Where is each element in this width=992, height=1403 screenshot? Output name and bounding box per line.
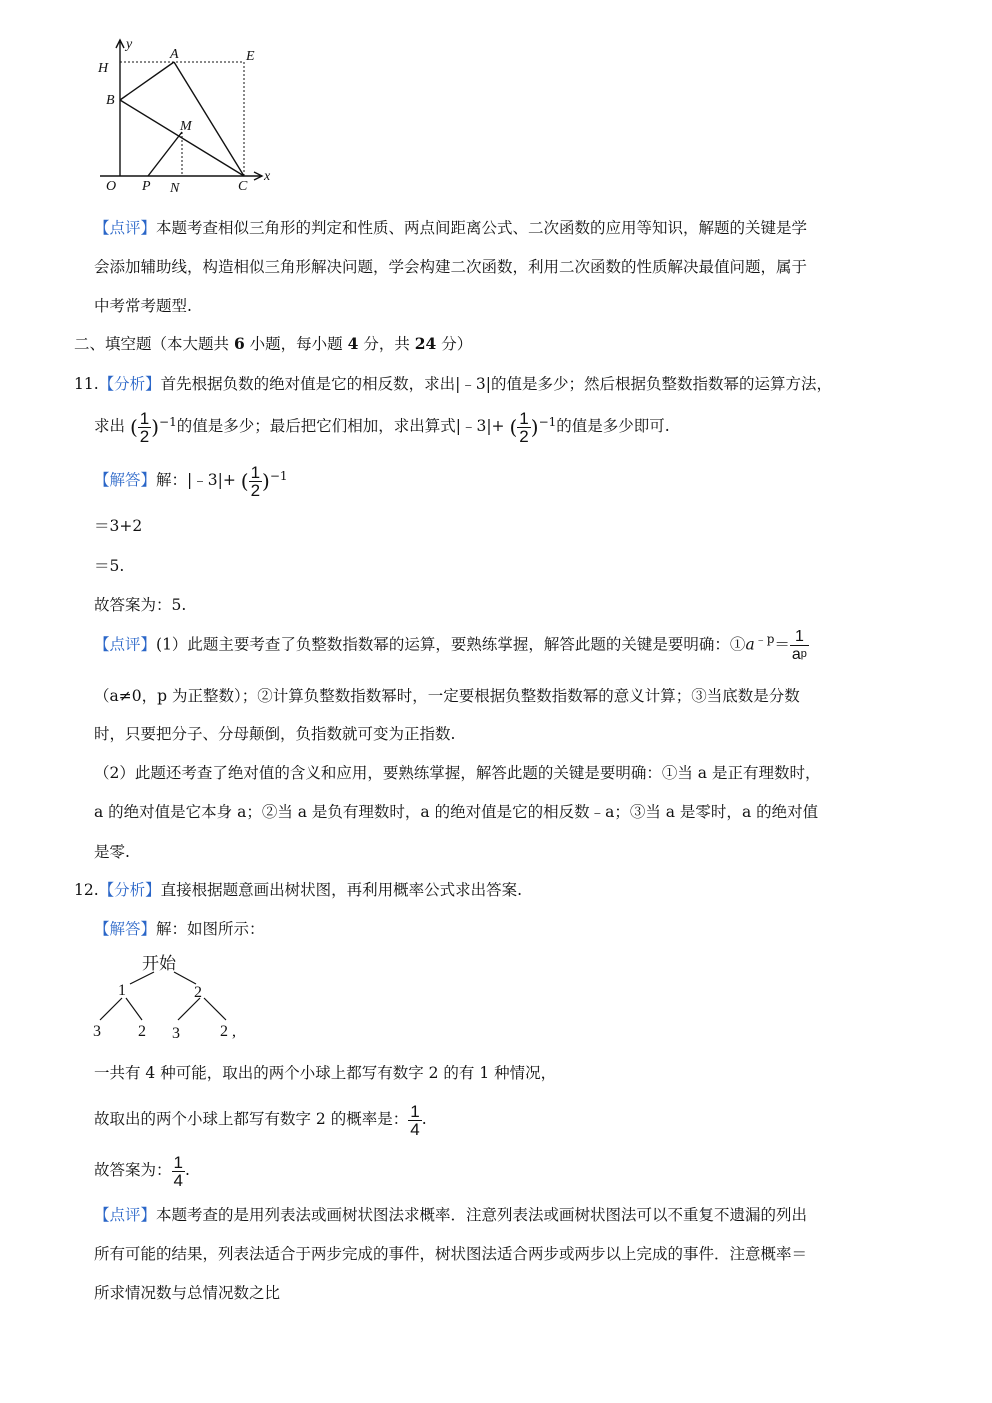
q11-review-line1: 【点评】(1）此题主要考查了负整数指数幂的运算，要熟练掌握，解答此题的关键是要明确：$①a^{﹣p}=$ $\frac{1}{a^p}$ xyxy=(94,628,807,663)
fraction-half: $\frac{1}{2}$ xyxy=(519,408,529,446)
q11-step2: ＝5. xyxy=(94,557,125,575)
label-C: C xyxy=(238,179,248,194)
q11-number: 11. xyxy=(74,375,99,393)
label-N: N xyxy=(170,181,180,196)
q11-review-line2: （a≠0，p 为正整数）；②计算负整数指数幂时，一定要根据负整数指数幂的意义计算；③当底数是分数 xyxy=(94,687,800,705)
label-B: B xyxy=(106,93,115,108)
label-A: A xyxy=(170,47,179,62)
q12-statement1: 一共有 4 种可能，取出的两个小球上都写有数字 2 的有 1 种情况， xyxy=(94,1064,557,1082)
q11-analysis-line1: 11.【分析】首先根据负数的绝对值是它的相反数，求出|﹣3|的值是多少；然后根据负整数指数幂的运算方法， xyxy=(74,375,832,393)
geometry-figure xyxy=(90,34,290,199)
q12-review-line1: 【点评】本题考查的是用列表法或画树状图法求概率．注意列表法或画树状图法可以不重复不遗漏的列出 xyxy=(94,1206,808,1224)
tree-root: 开始 xyxy=(142,954,176,973)
review10-line1: 【点评】本题考查相似三角形的判定和性质、两点间距离公式、二次函数的应用等知识，解题的关键是学 xyxy=(94,219,808,237)
q11-final: 故答案为：5. xyxy=(94,596,187,614)
q12-statement2: 故取出的两个小球上都写有数字 2 的概率是： $\frac{1}{4}$ . xyxy=(94,1101,427,1139)
label-O: O xyxy=(106,179,117,194)
tree-leaf: 2 xyxy=(138,1023,146,1040)
fraction-half: $\frac{1}{2}$ xyxy=(139,408,150,446)
q11-review-line5: a 的绝对值是它本身 a；②当 a 是负有理数时，a 的绝对值是它的相反数﹣a；③当 a 是零时，a 的绝对值 xyxy=(94,803,819,821)
review10-line2: 会添加辅助线，构造相似三角形解决问题，学会构建二次函数，利用二次函数的性质解决最值问题，属于 xyxy=(94,258,808,276)
q12-review-line2: 所有可能的结果，列表法适合于两步完成的事件，树状图法适合两步或两步以上完成的事件．注意概率＝ xyxy=(94,1245,808,1263)
tree-node-1: 1 xyxy=(118,982,126,999)
q12-final: 故答案为： $\frac{1}{4}$ . xyxy=(94,1152,190,1190)
review-tag: 【点评】 xyxy=(94,219,157,237)
tree-comma: , xyxy=(232,1023,236,1040)
tree-node-2: 2 xyxy=(194,984,202,1001)
fraction-one-over-a-p: $\frac{1}{a^p}$ xyxy=(791,628,807,663)
q11-step1: ＝3+2 xyxy=(94,517,143,535)
fraction-quarter: $\frac{1}{4}$ xyxy=(410,1101,420,1139)
q11-analysis-line2: 求出 ( $\frac{1}{2}$ )$^{-1}$的值是多少；最后把它们相加，求出算式|﹣3|+ ( $\frac{1}{2}$ )$^{-1}$的值是多少即可. xyxy=(94,408,670,446)
q12-number: 12. xyxy=(74,881,99,899)
section-header: 二、填空题（本大题共 6 小题，每小题 4 分，共 24 分） xyxy=(74,334,473,353)
q11-review-line6: 是零. xyxy=(94,843,130,861)
label-y: y xyxy=(126,37,133,52)
review10-line3: 中考常考题型. xyxy=(94,297,192,315)
q11-review-line3: 时，只要把分子、分母颠倒，负指数就可变为正指数. xyxy=(94,725,456,743)
tree-leaf: 2 xyxy=(220,1023,228,1040)
q11-answer-line: 【解答】解：|﹣3|+ ( $\frac{1}{2}$ )$^{-1}$ xyxy=(94,462,288,500)
fraction-half: $\frac{1}{2}$ xyxy=(250,462,261,500)
label-H: H xyxy=(98,61,109,76)
tree-diagram xyxy=(90,950,260,1042)
label-E: E xyxy=(246,49,255,64)
q12-review-line3: 所求情况数与总情况数之比 xyxy=(94,1284,281,1302)
tree-leaf: 3 xyxy=(172,1025,180,1042)
fraction-quarter: $\frac{1}{4}$ xyxy=(173,1152,183,1190)
q12-answer: 【解答】解：如图所示： xyxy=(94,920,265,938)
label-P: P xyxy=(142,179,151,194)
label-M: M xyxy=(180,119,192,134)
q12-analysis: 12.【分析】直接根据题意画出树状图，再利用概率公式求出答案. xyxy=(74,881,523,899)
label-x: x xyxy=(264,169,271,184)
q11-review-line4: （2）此题还考查了绝对值的含义和应用，要熟练掌握，解答此题的关键是要明确：①当 a 是正有理数时， xyxy=(94,764,821,782)
tree-leaf: 3 xyxy=(93,1023,101,1040)
